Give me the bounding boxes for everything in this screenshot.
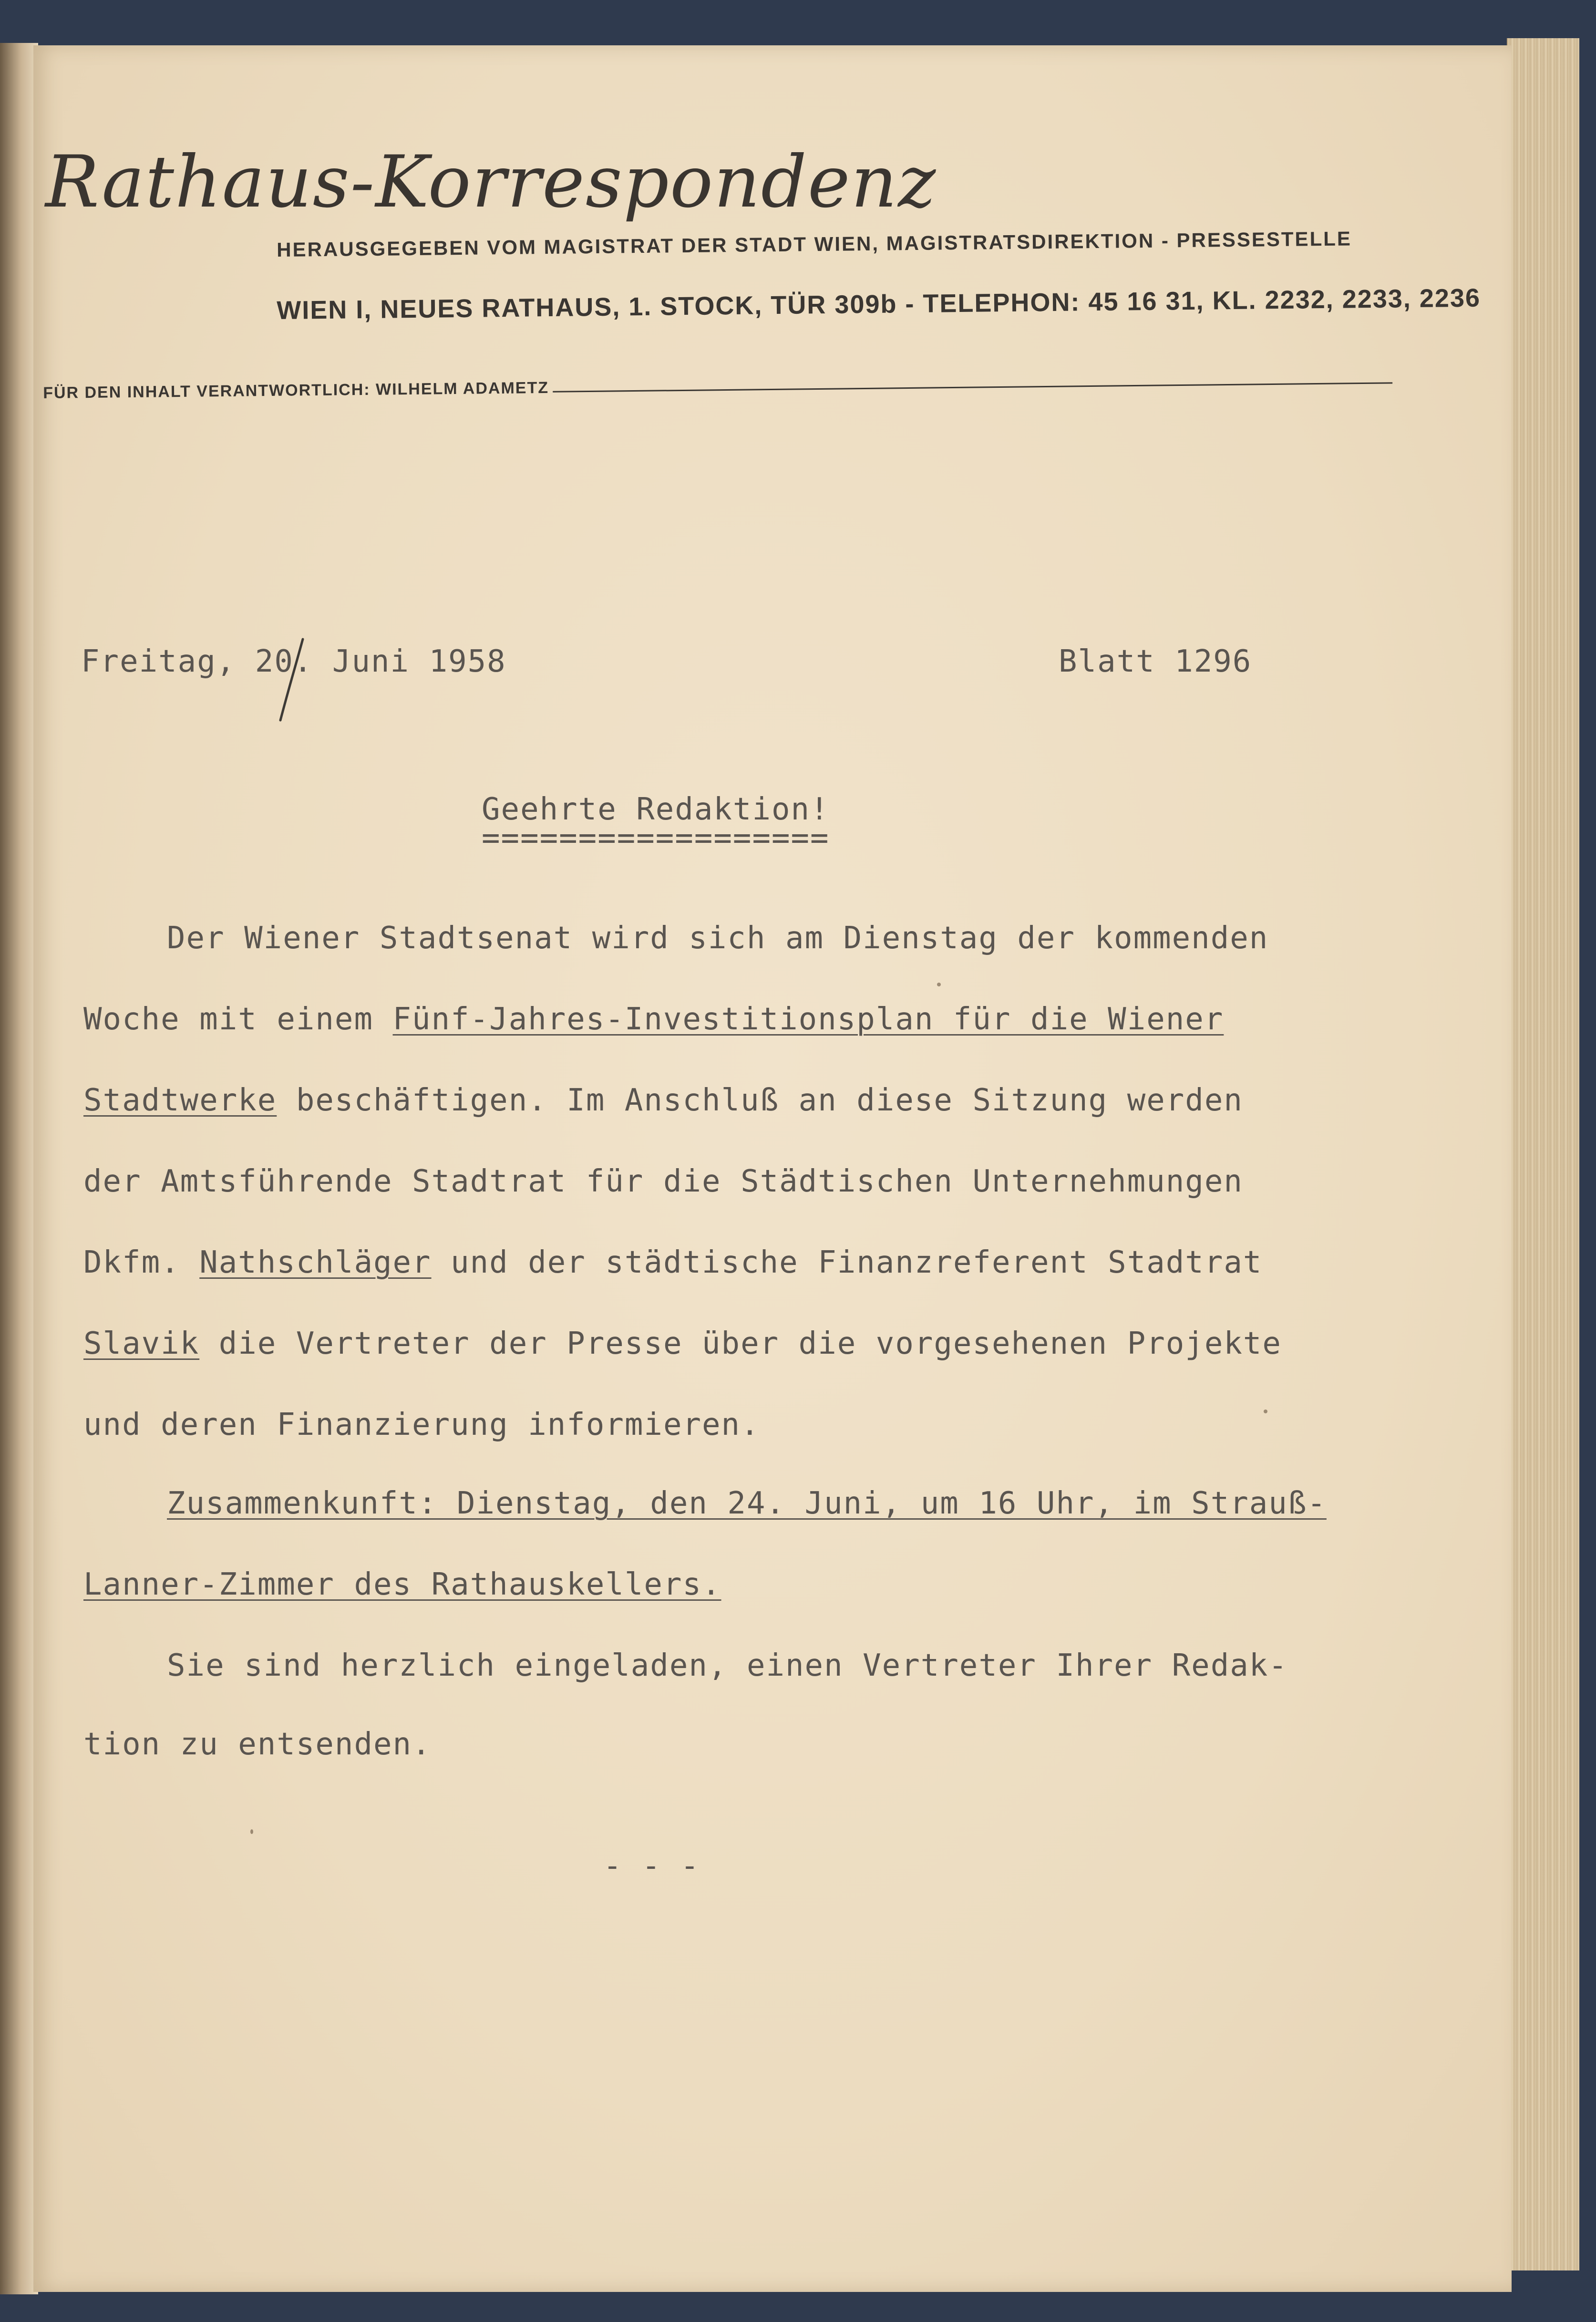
body-line-5 [83,1245,1262,1280]
responsible-line: FÜR DEN INHALT VERANTWORTLICH: WILHELM ADAMETZ [43,378,549,402]
facing-page-edge [0,43,38,2294]
body-line-5-text: und der städtische Finanzreferent Stadtrat [431,1245,1263,1280]
body-line-10: Sie sind herzlich eingeladen, einen Vertreter Ihrer Redak- [167,1648,1288,1683]
page-stack-edge [1507,38,1579,2270]
header-rule [553,382,1392,392]
paper-speck [1264,1410,1267,1413]
underlined-investment-plan: Fünf-Jahres-Investitionsplan für die Wiener [392,1002,1224,1037]
meeting-details-line-2: Lanner-Zimmer des Rathauskellers. [83,1567,721,1602]
responsible-row [43,370,1392,403]
publisher-line: HERAUSGEGEBEN VOM MAGISTRAT DER STADT WIEN, MAGISTRATSDIREKTION - PRESSESTELLE [277,227,1352,261]
body-line-4: der Amtsführende Stadtrat für die Städtischen Unternehmungen [83,1164,1243,1199]
date-line: Freitag, 20. Juni 1958 [81,644,506,679]
paper-speck [250,1829,253,1834]
underlined-nathschlaeger: Nathschläger [199,1245,432,1280]
body-line-2 [83,1002,1224,1037]
body-line-6-text: die Vertreter der Presse über die vorgesehenen Projekte [199,1326,1282,1361]
body-line-1: Der Wiener Stadtsenat wird sich am Dienstag der kommenden [167,921,1269,956]
body-line-5-prefix: Dkfm. [83,1245,200,1280]
closing-dashes: - - - [603,1848,700,1884]
meeting-details-line-1: Zusammenkunft: Dienstag, den 24. Juni, um 16 Uhr, im Strauß- [167,1486,1327,1521]
address-line: WIEN I, NEUES RATHAUS, 1. STOCK, TÜR 309b - TELEPHON: 45 16 31, KL. 2232, 2233, 2236 [277,283,1481,325]
salutation-rule: ================== [482,820,830,856]
salutation: Geehrte Redaktion! [482,792,830,827]
underlined-slavik: Slavik [83,1326,200,1361]
handwritten-slash-mark [277,637,305,723]
body-line-6 [83,1326,1282,1361]
document-page [33,45,1512,2292]
sheet-number: Blatt 1296 [1059,644,1252,679]
paper-speck [937,983,941,986]
masthead-title: Rathaus-Korrespondenz [45,141,937,224]
body-line-2-text: Woche mit einem [83,1002,393,1037]
underlined-stadtwerke: Stadtwerke [83,1083,277,1118]
body-line-3 [83,1083,1243,1118]
body-line-3-text: beschäftigen. Im Anschluß an diese Sitzung werden [277,1083,1243,1118]
body-line-11: tion zu entsenden. [83,1727,432,1762]
body-line-7: und deren Finanzierung informieren. [83,1407,760,1442]
